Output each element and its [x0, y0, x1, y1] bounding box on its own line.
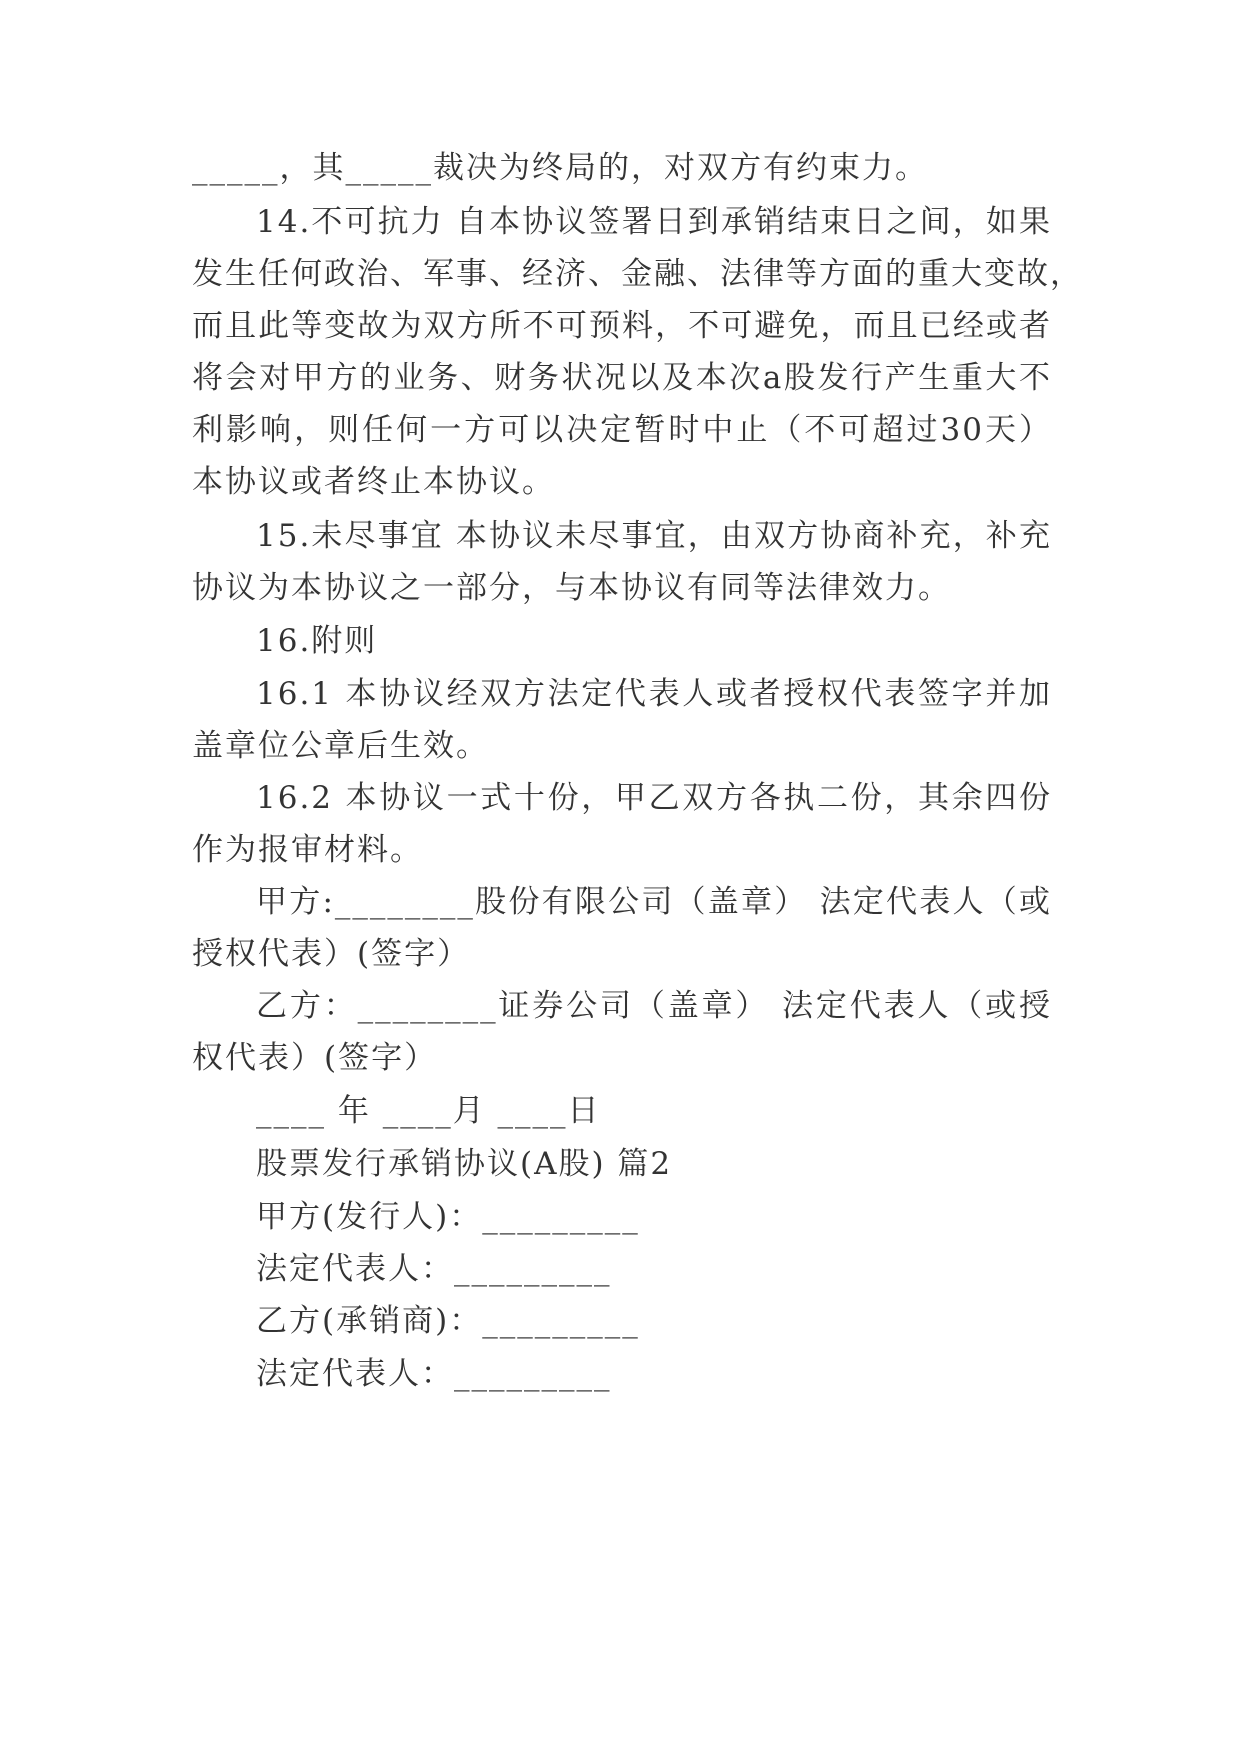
legal-representative-b-field: 法定代表人：_________	[256, 1356, 612, 1392]
party-a-issuer-field: 甲方(发行人)：_________	[256, 1199, 640, 1235]
section-title-part-2: 股票发行承销协议(A股) 篇2	[256, 1146, 673, 1182]
clause-14-heading: 14.不可抗力 自本协议签署日到承销结束日之间，如果	[256, 204, 1052, 240]
legal-representative-a-field: 法定代表人：_________	[256, 1251, 612, 1287]
party-b-signature-end: 权代表）(签字）	[192, 1040, 438, 1076]
clause-15-line-end: 协议为本协议之一部分，与本协议有同等法律效力。	[192, 570, 951, 606]
clause-14-line-end: 本协议或者终止本协议。	[192, 464, 555, 500]
clause-14-line: 利影响，则任何一方可以决定暂时中止（不可超过30天）	[192, 412, 1052, 448]
party-a-signature: 甲方:________股份有限公司（盖章） 法定代表人（或	[256, 884, 1052, 920]
clause-16-1: 16.1 本协议经双方法定代表人或者授权代表签字并加	[256, 676, 1052, 712]
text-line-arbitration-end: _____，其_____裁决为终局的，对双方有约束力。	[192, 150, 928, 186]
date-line: ____ 年 ____月 ____日	[256, 1093, 601, 1129]
clause-16-2-end: 作为报审材料。	[192, 832, 423, 868]
clause-15-heading: 15.未尽事宜 本协议未尽事宜，由双方协商补充，补充	[256, 518, 1052, 554]
clause-14-line: 发生任何政治、军事、经济、金融、法律等方面的重大变故，	[192, 256, 1083, 292]
clause-14-line: 而且此等变故为双方所不可预料，不可避免，而且已经或者	[192, 308, 1052, 344]
party-b-signature: 乙方：________证券公司（盖章） 法定代表人（或授	[256, 988, 1052, 1024]
party-b-underwriter-field: 乙方(承销商)：_________	[256, 1303, 640, 1339]
clause-16-heading: 16.附则	[256, 623, 378, 659]
party-a-signature-end: 授权代表）(签字）	[192, 936, 471, 972]
clause-14-line: 将会对甲方的业务、财务状况以及本次a股发行产生重大不	[192, 360, 1052, 396]
clause-16-2: 16.2 本协议一式十份，甲乙双方各执二份，其余四份	[256, 780, 1052, 816]
clause-16-1-end: 盖章位公章后生效。	[192, 728, 489, 764]
